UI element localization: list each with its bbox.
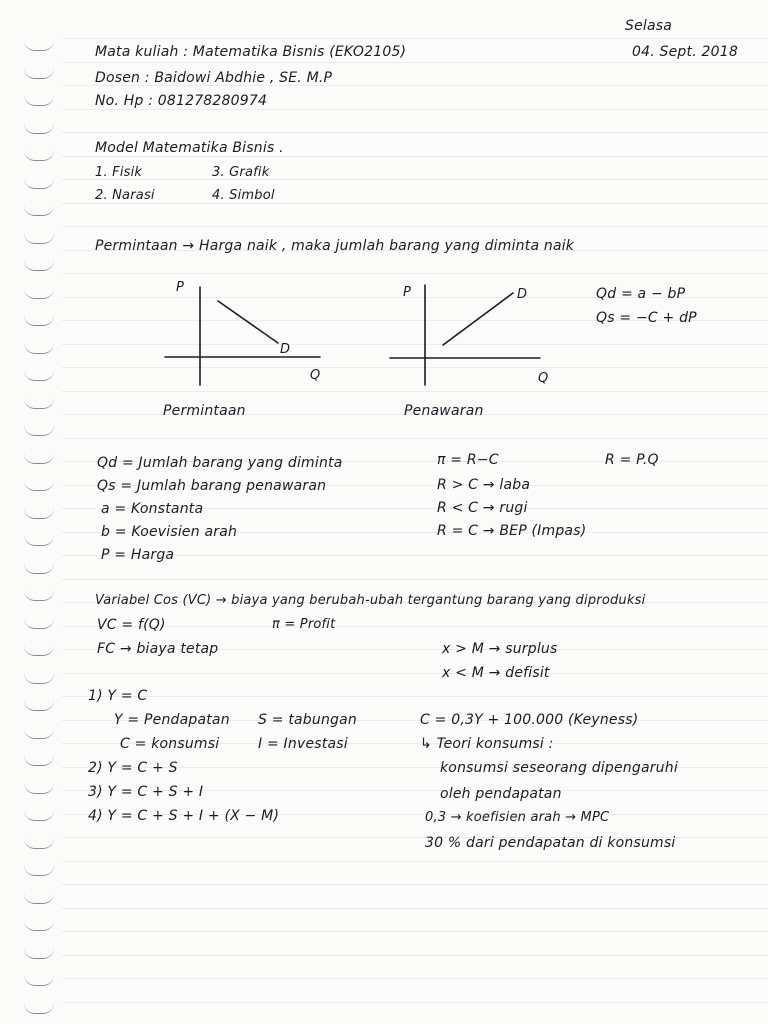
equation-def: I = Investasi xyxy=(258,736,348,752)
spiral-ring xyxy=(24,370,54,381)
spiral-ring xyxy=(24,893,54,904)
variable-cost-line: Variabel Cos (VC) → biaya yang berubah-ubah tergantung barang yang diproduksi xyxy=(95,593,646,608)
ruled-line xyxy=(62,438,768,439)
equation-def: Y = Pendapatan xyxy=(114,712,230,728)
curve-label: D xyxy=(280,342,291,357)
profit-item: π = R−C xyxy=(437,452,499,468)
ruled-line xyxy=(62,62,768,63)
ruled-line xyxy=(62,931,768,932)
spiral-ring xyxy=(24,480,54,491)
demand-curve xyxy=(218,301,278,343)
profit-item: R < C → rugi xyxy=(437,500,528,516)
demand-statement: Permintaan → Harga naik , maka jumlah barang yang diminta naik xyxy=(95,238,575,254)
revenue-formula: R = P.Q xyxy=(605,452,659,468)
equation-def: S = tabungan xyxy=(258,712,357,728)
ruled-line xyxy=(62,908,768,909)
ruled-line xyxy=(62,861,768,862)
spiral-ring xyxy=(24,673,54,684)
spiral-ring xyxy=(24,425,54,436)
spiral-ring xyxy=(24,95,54,106)
spiral-ring xyxy=(24,68,54,79)
spiral-ring xyxy=(24,590,54,601)
ruled-line xyxy=(62,1002,768,1003)
ruled-line xyxy=(62,132,768,133)
keynes-note: 0,3 → koefisien arah → MPC xyxy=(425,810,610,825)
spiral-ring xyxy=(24,563,54,574)
graph-caption: Permintaan xyxy=(163,403,246,419)
ruled-line xyxy=(62,203,768,204)
ruled-line xyxy=(62,978,768,979)
qd-formula: Qd = a − bP xyxy=(596,286,686,302)
spiral-ring xyxy=(24,315,54,326)
spiral-ring xyxy=(24,865,54,876)
model-item: 4. Simbol xyxy=(212,188,275,203)
ruled-line xyxy=(62,273,768,274)
keynes-note: oleh pendapatan xyxy=(440,786,562,802)
trade-item: x > M → surplus xyxy=(442,641,558,657)
spiral-ring xyxy=(24,948,54,959)
keynes-note: 30 % dari pendapatan di konsumsi xyxy=(425,835,676,851)
ruled-line xyxy=(62,696,768,697)
spiral-ring xyxy=(24,535,54,546)
spiral-ring xyxy=(24,1003,54,1014)
spiral-ring xyxy=(24,123,54,134)
equation: 4) Y = C + S + I + (X − M) xyxy=(88,808,280,824)
definition-item: b = Koevisien arah xyxy=(101,524,238,540)
equation: 3) Y = C + S + I xyxy=(88,784,204,800)
spiral-ring xyxy=(24,975,54,986)
p-axis-label: P xyxy=(176,280,184,295)
model-item: 2. Narasi xyxy=(95,188,155,203)
ruled-line xyxy=(62,579,768,580)
equation-def: C = konsumsi xyxy=(120,736,220,752)
spiral-ring xyxy=(24,178,54,189)
ruled-line xyxy=(62,226,768,227)
definition-item: P = Harga xyxy=(101,547,175,563)
keynes-note: konsumsi seseorang dipengaruhi xyxy=(440,760,678,776)
profit-item: R = C → BEP (Impas) xyxy=(437,523,587,539)
spiral-ring xyxy=(24,40,54,51)
profit-item: R > C → laba xyxy=(437,477,531,493)
date-label: 04. Sept. 2018 xyxy=(632,44,738,60)
spiral-ring xyxy=(24,645,54,656)
curve-label: D xyxy=(517,287,528,302)
spiral-ring xyxy=(24,150,54,161)
model-item: 3. Grafik xyxy=(212,165,270,180)
supply-curve xyxy=(443,293,513,345)
ruled-line xyxy=(62,955,768,956)
ruled-line xyxy=(62,673,768,674)
q-axis-label: Q xyxy=(310,368,321,383)
phone-line: No. Hp : 081278280974 xyxy=(95,93,268,109)
equation: 2) Y = C + S xyxy=(88,760,178,776)
spiral-ring xyxy=(24,508,54,519)
definition-item: Qs = Jumlah barang penawaran xyxy=(97,478,327,494)
spiral-ring xyxy=(24,728,54,739)
day-label: Selasa xyxy=(625,18,673,34)
spiral-ring xyxy=(24,343,54,354)
ruled-line xyxy=(62,179,768,180)
spiral-ring xyxy=(24,755,54,766)
keynes-formula: C = 0,3Y + 100.000 (Keyness) xyxy=(420,712,639,728)
q-axis-label: Q xyxy=(538,371,549,386)
spiral-ring xyxy=(24,398,54,409)
spiral-ring xyxy=(24,838,54,849)
trade-item: x < M → defisit xyxy=(442,665,550,681)
keynes-note: ↳ Teori konsumsi : xyxy=(420,736,554,752)
spiral-ring xyxy=(24,260,54,271)
fixed-cost-line: FC → biaya tetap xyxy=(97,641,219,657)
course-line: Mata kuliah : Matematika Bisnis (EKO2105) xyxy=(95,44,407,60)
pi-note: π = Profit xyxy=(272,617,336,632)
definition-item: Qd = Jumlah barang yang diminta xyxy=(97,455,343,471)
spiral-ring xyxy=(24,618,54,629)
ruled-line xyxy=(62,38,768,39)
spiral-ring xyxy=(24,233,54,244)
lecturer-line: Dosen : Baidowi Abdhie , SE. M.P xyxy=(95,70,333,86)
equation: 1) Y = C xyxy=(88,688,148,704)
spiral-ring xyxy=(24,810,54,821)
models-title: Model Matematika Bisnis . xyxy=(95,140,284,156)
spiral-ring xyxy=(24,453,54,464)
ruled-line xyxy=(62,156,768,157)
spiral-ring xyxy=(24,288,54,299)
qs-formula: Qs = −C + dP xyxy=(596,310,697,326)
spiral-ring xyxy=(24,783,54,794)
definition-item: a = Konstanta xyxy=(101,501,204,517)
ruled-line xyxy=(62,109,768,110)
spiral-ring xyxy=(24,920,54,931)
ruled-line xyxy=(62,884,768,885)
spiral-ring xyxy=(24,205,54,216)
model-item: 1. Fisik xyxy=(95,165,143,180)
vc-formula: VC = f(Q) xyxy=(97,617,166,633)
graph-caption: Penawaran xyxy=(404,403,484,419)
ruled-line xyxy=(62,626,768,627)
spiral-ring xyxy=(24,700,54,711)
p-axis-label: P xyxy=(403,285,411,300)
